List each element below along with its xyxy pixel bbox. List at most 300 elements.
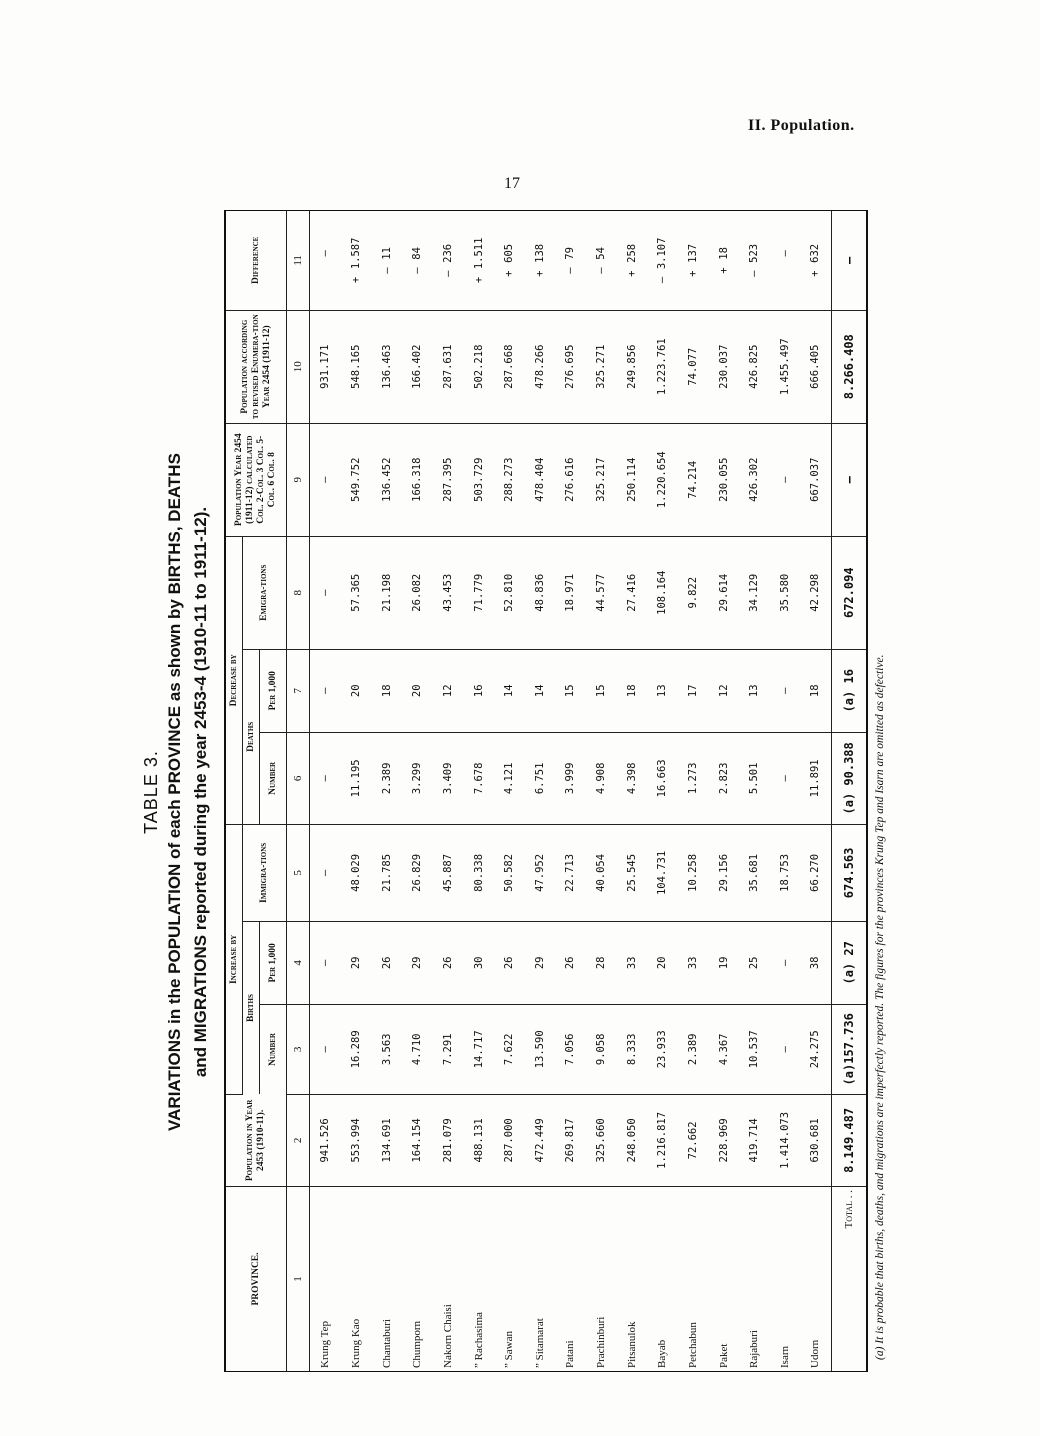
emigrations: 44.577	[586, 536, 617, 649]
province-label: ” Rachasima	[472, 1312, 485, 1368]
deaths-per-1000: 14	[524, 649, 555, 732]
births-number: 2.389	[678, 1004, 709, 1094]
table-titles	[140, 212, 218, 1372]
population-revised: 230.037	[708, 310, 739, 423]
deaths-per-1000: 12	[708, 649, 739, 732]
header-population-2453: Population in Year 2453 (1910-11).	[226, 1094, 287, 1186]
immigrations: 29.156	[708, 824, 739, 921]
population-2453: 1.414.073	[769, 1094, 800, 1186]
section-heading: II. Population.	[748, 117, 855, 134]
deaths-number: 5.501	[739, 732, 770, 824]
total-difference: —	[831, 211, 866, 310]
total-births-per-1000: (a) 27	[831, 921, 866, 1004]
emigrations: 71.779	[463, 536, 494, 649]
province-label: Pitsanulok	[625, 1321, 638, 1368]
header-immigrations: Immigra-tions	[243, 824, 287, 921]
difference-value: 1.587	[350, 237, 362, 270]
population-calculated: 230.055	[708, 423, 739, 536]
population-revised: 287.668	[494, 310, 525, 423]
population-2453: 941.526	[310, 1094, 341, 1186]
emigrations: 108.164	[647, 536, 678, 649]
table-row	[616, 211, 647, 1371]
births-number: —	[310, 1004, 341, 1094]
difference-sign: +	[350, 276, 362, 284]
difference-cell	[769, 211, 800, 310]
immigrations: 18.753	[769, 824, 800, 921]
births-per-1000: 19	[708, 921, 739, 1004]
col-number: 3	[287, 1004, 310, 1094]
deaths-per-1000: 12	[433, 649, 464, 732]
difference-cell	[739, 211, 770, 310]
province-name	[586, 1187, 617, 1371]
header-births-number: Number	[260, 1004, 287, 1094]
table-row	[678, 211, 709, 1371]
births-number: —	[769, 1004, 800, 1094]
total-population-revised: 8.266.408	[831, 310, 866, 423]
immigrations: 50.582	[494, 824, 525, 921]
births-number: 7.056	[555, 1004, 586, 1094]
difference-cell	[616, 211, 647, 310]
difference-value: 3.107	[656, 237, 669, 270]
population-calculated: 549.752	[341, 423, 372, 536]
col-number: 2	[287, 1094, 310, 1186]
population-2453: 134.691	[371, 1094, 402, 1186]
deaths-number: 6.751	[524, 732, 555, 824]
deaths-number: 11.195	[341, 732, 372, 824]
deaths-number: 2.823	[708, 732, 739, 824]
population-calculated: 250.114	[616, 423, 647, 536]
deaths-number: 11.891	[800, 732, 831, 824]
total-births-number: (a)157.736	[831, 1004, 866, 1094]
population-calculated: 503.729	[463, 423, 494, 536]
total-population-calculated: —	[831, 423, 866, 536]
header-province: PROVINCE.	[226, 1187, 287, 1371]
births-per-1000: 29	[402, 921, 433, 1004]
difference-cell	[647, 211, 678, 310]
deaths-per-1000: 18	[371, 649, 402, 732]
difference-value: —	[778, 250, 791, 257]
population-2453: 419.714	[739, 1094, 770, 1186]
births-per-1000: 29	[524, 921, 555, 1004]
population-2453: 164.154	[402, 1094, 433, 1186]
population-revised: 74.077	[678, 310, 709, 423]
table-row	[371, 211, 402, 1371]
table-row	[433, 211, 464, 1371]
population-calculated: 325.217	[586, 423, 617, 536]
province-name	[463, 1187, 494, 1371]
province-name	[494, 1187, 525, 1371]
difference-sign: +	[809, 270, 822, 277]
births-per-1000: 25	[739, 921, 770, 1004]
deaths-number: —	[310, 732, 341, 824]
total-row	[831, 211, 866, 1371]
immigrations: 104.731	[647, 824, 678, 921]
deaths-number: 4.121	[494, 732, 525, 824]
population-revised: 666.405	[800, 310, 831, 423]
province-name	[616, 1187, 647, 1371]
table-body	[310, 211, 867, 1371]
col-number: 8	[287, 536, 310, 649]
difference-value: 54	[595, 247, 607, 260]
total-label: Total . .	[831, 1187, 866, 1371]
table-row	[586, 211, 617, 1371]
col-number: 10	[287, 310, 310, 423]
emigrations: 26.082	[402, 536, 433, 649]
births-per-1000: 20	[647, 921, 678, 1004]
header-deaths: Deaths	[243, 649, 260, 824]
emigrations: 48.836	[524, 536, 555, 649]
population-2453: 488.131	[463, 1094, 494, 1186]
deaths-per-1000: 15	[586, 649, 617, 732]
province-name	[524, 1187, 555, 1371]
immigrations: 40.054	[586, 824, 617, 921]
population-calculated: 1.220.654	[647, 423, 678, 536]
difference-sign: +	[686, 270, 699, 277]
immigrations: 48.029	[341, 824, 372, 921]
births-per-1000: 33	[678, 921, 709, 1004]
deaths-number: 2.389	[371, 732, 402, 824]
immigrations: 47.952	[524, 824, 555, 921]
col-number: 4	[287, 921, 310, 1004]
births-per-1000: —	[310, 921, 341, 1004]
births-per-1000: 30	[463, 921, 494, 1004]
births-number: 7.291	[433, 1004, 464, 1094]
header-population-revised: Population according to revised Enumera-tion Year 2454 (1911-12)	[226, 310, 287, 423]
deaths-number: 7.678	[463, 732, 494, 824]
difference-value: 18	[717, 247, 730, 260]
province-label: Paket	[717, 1343, 730, 1368]
difference-sign: +	[717, 267, 730, 274]
emigrations: 18.971	[555, 536, 586, 649]
difference-sign: +	[533, 270, 546, 277]
total-emigrations: 672.094	[831, 536, 866, 649]
births-per-1000: 28	[586, 921, 617, 1004]
births-number: 23.933	[647, 1004, 678, 1094]
province-label: Chumporn	[411, 1320, 424, 1368]
province-name	[341, 1187, 372, 1371]
difference-value: 1.511	[472, 237, 485, 270]
population-calculated: 426.302	[739, 423, 770, 536]
table-title: VARIATIONS in the POPULATION of each PROVINCE as shown by BIRTHS, DEATHS	[165, 453, 184, 1131]
population-2453: 72.662	[678, 1094, 709, 1186]
population-revised: 1.223.761	[647, 310, 678, 423]
immigrations: 45.887	[433, 824, 464, 921]
population-calculated: 287.395	[433, 423, 464, 536]
difference-value: 605	[503, 243, 516, 263]
column-number-row	[287, 211, 310, 1371]
province-label: Bayab	[656, 1339, 669, 1368]
table-row	[402, 211, 433, 1371]
footnote: (a) It is probable that births, deaths, and migrations are imperfectly reported. The figures for the provinces Krung Tep and Isarn are omitted as defective.	[874, 654, 886, 1360]
total-deaths-per-1000: (a) 16	[831, 649, 866, 732]
table-row	[463, 211, 494, 1371]
difference-cell	[678, 211, 709, 310]
province-label: Patani	[564, 1340, 577, 1368]
births-number: 13.590	[524, 1004, 555, 1094]
province-name	[800, 1187, 831, 1371]
emigrations: 43.453	[433, 536, 464, 649]
emigrations: 42.298	[800, 536, 831, 649]
population-2453: 325.660	[586, 1094, 617, 1186]
header-increase-by: Increase by	[226, 824, 243, 1094]
difference-sign: —	[564, 267, 577, 274]
population-revised: 249.856	[616, 310, 647, 423]
population-2453: 1.216.817	[647, 1094, 678, 1186]
emigrations: 9.822	[678, 536, 709, 649]
difference-cell	[524, 211, 555, 310]
population-calculated: 74.214	[678, 423, 709, 536]
province-label: Rajaburi	[748, 1330, 761, 1368]
immigrations: 35.681	[739, 824, 770, 921]
population-2453: 472.449	[524, 1094, 555, 1186]
difference-sign: +	[472, 276, 485, 284]
difference-cell	[402, 211, 433, 310]
table-row	[708, 211, 739, 1371]
difference-sign: —	[656, 276, 669, 284]
difference-value: 11	[380, 247, 393, 260]
immigrations: 10.258	[678, 824, 709, 921]
deaths-per-1000: 20	[341, 649, 372, 732]
difference-cell	[708, 211, 739, 310]
province-name	[739, 1187, 770, 1371]
population-revised: 276.695	[555, 310, 586, 423]
difference-value: 258	[625, 243, 638, 263]
population-calculated: 136.452	[371, 423, 402, 536]
emigrations: —	[310, 536, 341, 649]
immigrations: 25.545	[616, 824, 647, 921]
population-table	[226, 211, 866, 1371]
population-revised: 426.825	[739, 310, 770, 423]
difference-value: 137	[686, 243, 699, 263]
table-row	[739, 211, 770, 1371]
immigrations: 21.785	[371, 824, 402, 921]
population-2453: 248.050	[616, 1094, 647, 1186]
difference-value: —	[319, 250, 332, 257]
emigrations: 52.810	[494, 536, 525, 649]
population-revised: 931.171	[310, 310, 341, 423]
population-calculated: 166.318	[402, 423, 433, 536]
total-deaths-number: (a) 90.388	[831, 732, 866, 824]
total-immigrations: 674.563	[831, 824, 866, 921]
births-per-1000: 29	[341, 921, 372, 1004]
province-name	[555, 1187, 586, 1371]
population-revised: 478.266	[524, 310, 555, 423]
table-number: TABLE 3.	[141, 750, 161, 834]
difference-cell	[433, 211, 464, 310]
province-label: ” Sawan	[503, 1331, 516, 1368]
province-label: Krung Tep	[319, 1321, 332, 1368]
births-per-1000: —	[769, 921, 800, 1004]
province-label: Prachinburi	[595, 1316, 607, 1368]
deaths-number: 3.409	[433, 732, 464, 824]
emigrations: 35.580	[769, 536, 800, 649]
header-deaths-per-1000: Per 1,000	[260, 649, 287, 732]
col-number: 1	[287, 1187, 310, 1371]
deaths-per-1000: —	[310, 649, 341, 732]
immigrations: —	[310, 824, 341, 921]
header-births: Births	[243, 921, 260, 1094]
difference-sign: +	[625, 270, 638, 277]
population-2453: 281.079	[433, 1094, 464, 1186]
province-name	[402, 1187, 433, 1371]
difference-cell	[341, 211, 372, 310]
births-number: 16.289	[341, 1004, 372, 1094]
difference-value: 523	[748, 243, 761, 263]
header-difference: Difference	[226, 211, 287, 310]
difference-value: 84	[411, 247, 424, 260]
province-label: ” Sitamarat	[533, 1318, 546, 1368]
difference-value: 632	[809, 243, 822, 263]
col-number: 6	[287, 732, 310, 824]
emigrations: 27.416	[616, 536, 647, 649]
page-number: 17	[504, 175, 520, 192]
province-label: Udorn	[809, 1339, 822, 1368]
header-births-per-1000: Per 1,000	[260, 921, 287, 1004]
population-calculated: —	[769, 423, 800, 536]
population-calculated: 276.616	[555, 423, 586, 536]
difference-sign: —	[380, 267, 393, 274]
difference-value: 79	[564, 247, 577, 260]
population-revised: 287.631	[433, 310, 464, 423]
rotated-table-block	[140, 212, 920, 1372]
province-name	[310, 1187, 341, 1371]
deaths-per-1000: 18	[616, 649, 647, 732]
deaths-per-1000: 13	[739, 649, 770, 732]
births-number: 9.058	[586, 1004, 617, 1094]
total-population-2453: 8.149.487	[831, 1094, 866, 1186]
table-row	[769, 211, 800, 1371]
difference-sign: —	[441, 270, 454, 277]
deaths-number: 1.273	[678, 732, 709, 824]
deaths-per-1000: 15	[555, 649, 586, 732]
immigrations: 66.270	[800, 824, 831, 921]
births-per-1000: 26	[555, 921, 586, 1004]
difference-cell	[555, 211, 586, 310]
births-per-1000: 26	[371, 921, 402, 1004]
births-per-1000: 33	[616, 921, 647, 1004]
difference-cell	[494, 211, 525, 310]
population-revised: 166.402	[402, 310, 433, 423]
province-name	[647, 1187, 678, 1371]
province-name	[433, 1187, 464, 1371]
births-number: 10.537	[739, 1004, 770, 1094]
deaths-number: 3.299	[402, 732, 433, 824]
difference-cell	[371, 211, 402, 310]
province-label: Krung Kao	[350, 1318, 362, 1368]
col-number: 7	[287, 649, 310, 732]
emigrations: 34.129	[739, 536, 770, 649]
deaths-per-1000: 16	[463, 649, 494, 732]
difference-value: 138	[533, 243, 546, 263]
difference-cell	[310, 211, 341, 310]
table-row	[341, 211, 372, 1371]
header-decrease-by: Decrease by	[226, 536, 243, 824]
difference-sign: —	[595, 267, 607, 274]
births-number: 8.333	[616, 1004, 647, 1094]
population-2453: 553.994	[341, 1094, 372, 1186]
population-revised: 502.218	[463, 310, 494, 423]
births-number: 3.563	[371, 1004, 402, 1094]
province-label: Chantaburi	[380, 1319, 393, 1368]
table-row	[310, 211, 341, 1371]
immigrations: 22.713	[555, 824, 586, 921]
deaths-per-1000: 13	[647, 649, 678, 732]
table-row	[524, 211, 555, 1371]
population-table-frame	[224, 210, 868, 1372]
deaths-number: 3.999	[555, 732, 586, 824]
population-calculated: 667.037	[800, 423, 831, 536]
difference-sign: —	[748, 270, 761, 277]
population-2453: 630.681	[800, 1094, 831, 1186]
difference-sign: +	[503, 270, 516, 277]
col-number: 9	[287, 423, 310, 536]
table-row	[494, 211, 525, 1371]
births-number: 14.717	[463, 1004, 494, 1094]
population-calculated: 288.273	[494, 423, 525, 536]
births-per-1000: 38	[800, 921, 831, 1004]
population-revised: 548.165	[341, 310, 372, 423]
province-name	[678, 1187, 709, 1371]
province-label: Nakorn Chaisi	[441, 1304, 454, 1368]
deaths-per-1000: —	[769, 649, 800, 732]
population-calculated: —	[310, 423, 341, 536]
difference-sign: —	[411, 267, 424, 274]
province-name	[769, 1187, 800, 1371]
table-subtitle: and MIGRATIONS reported during the year 2453-4 (1910-11 to 1911-12).	[191, 506, 210, 1078]
population-revised: 1.455.497	[769, 310, 800, 423]
header-emigrations: Emigra-tions	[243, 536, 287, 649]
header-deaths-number: Number	[260, 732, 287, 824]
deaths-number: 16.663	[647, 732, 678, 824]
deaths-per-1000: 14	[494, 649, 525, 732]
header-population-2454-calculated: Population Year 2454 (1911-12) calculated Col. 2-Col. 3 Col. 5-Col. 6 Col. 8	[226, 423, 287, 536]
population-calculated: 478.404	[524, 423, 555, 536]
col-number: 11	[287, 211, 310, 310]
province-name	[708, 1187, 739, 1371]
population-revised: 325.271	[586, 310, 617, 423]
difference-cell	[586, 211, 617, 310]
emigrations: 57.365	[341, 536, 372, 649]
births-number: 4.367	[708, 1004, 739, 1094]
province-label: Isarn	[778, 1346, 791, 1368]
births-per-1000: 26	[494, 921, 525, 1004]
difference-value: 236	[441, 243, 454, 263]
births-number: 4.710	[402, 1004, 433, 1094]
table-row	[555, 211, 586, 1371]
population-2453: 228.969	[708, 1094, 739, 1186]
table-row	[800, 211, 831, 1371]
population-2453: 287.000	[494, 1094, 525, 1186]
deaths-number: 4.908	[586, 732, 617, 824]
immigrations: 80.338	[463, 824, 494, 921]
emigrations: 29.614	[708, 536, 739, 649]
table-row	[647, 211, 678, 1371]
births-number: 7.622	[494, 1004, 525, 1094]
births-number: 24.275	[800, 1004, 831, 1094]
deaths-number: 4.398	[616, 732, 647, 824]
difference-cell	[800, 211, 831, 310]
difference-cell	[463, 211, 494, 310]
deaths-number: —	[769, 732, 800, 824]
deaths-per-1000: 18	[800, 649, 831, 732]
deaths-per-1000: 17	[678, 649, 709, 732]
population-2453: 269.817	[555, 1094, 586, 1186]
emigrations: 21.198	[371, 536, 402, 649]
immigrations: 26.829	[402, 824, 433, 921]
province-name	[371, 1187, 402, 1371]
col-number: 5	[287, 824, 310, 921]
province-label: Petchabun	[686, 1322, 699, 1368]
